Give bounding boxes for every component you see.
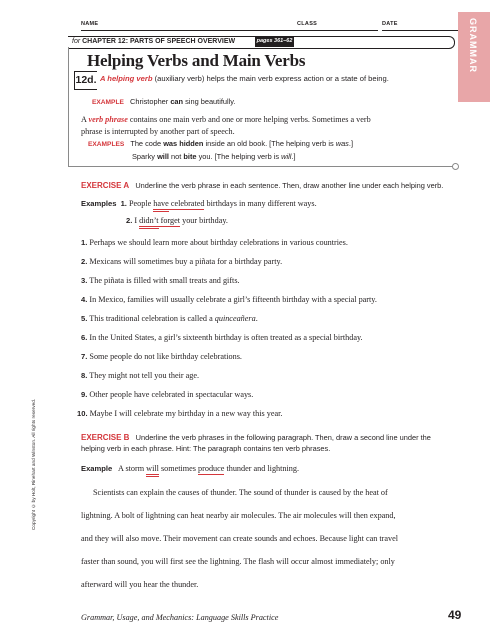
- lesson-box-left-border: [68, 47, 69, 167]
- class-label: CLASS: [297, 21, 318, 27]
- date-line: [382, 30, 458, 31]
- exercise-a-example-1: Examples 1. People have celebrated birthdays in many different ways.: [81, 199, 317, 208]
- side-tab-label: GRAMMAR: [468, 18, 478, 73]
- verb-phrase-term: verb phrase: [88, 115, 128, 124]
- main-verb-underline: celebrated: [170, 199, 205, 208]
- exercise-a-item[interactable]: 4. In Mexico, families will usually celebrate a girl’s fifteenth birthday with a special party.: [81, 295, 377, 304]
- example-label-b: Example: [81, 464, 113, 473]
- rule-text: A helping verb (auxiliary verb) helps the main verb express action or a state of being.: [100, 74, 389, 83]
- date-label: DATE: [382, 21, 398, 27]
- exercise-b-heading: EXERCISE B Underline the verb phrases in the following paragraph. Then, draw a second line under the helping verb in each phrase. Hint: The paragraph contains ten verb phrases.: [81, 433, 431, 453]
- exercise-a-item[interactable]: 2. Mexicans will sometimes buy a piñata for a birthday party.: [81, 257, 283, 266]
- exercise-a-item[interactable]: 1. Perhaps we should learn more about birthday celebrations in various countries.: [81, 238, 348, 247]
- helping-verb-underline: will: [146, 464, 159, 473]
- examples-label-a: Examples: [81, 199, 117, 208]
- exercise-a-item[interactable]: 3. The piñata is filled with small treats and gifts.: [81, 276, 240, 285]
- exercise-a-heading: [81, 180, 443, 191]
- exercise-b-label: EXERCISE B: [81, 433, 130, 442]
- exercise-b-example: Example A storm will sometimes produce thunder and lightning.: [81, 464, 300, 473]
- rule-example: EXAMPLE Christopher can sing beautifully.: [92, 97, 236, 106]
- name-label: NAME: [81, 21, 99, 27]
- main-verb-underline: forget: [160, 216, 181, 225]
- lesson-box-ring: [452, 163, 459, 170]
- helping-verb-underline: didn’t: [139, 216, 159, 225]
- paragraph-line[interactable]: lightning. A bolt of lightning can heat nearby air molecules. The air molecules will then expand,: [81, 511, 396, 520]
- page-number: 49: [448, 608, 462, 622]
- chapter-heading: [72, 38, 235, 45]
- pages-badge: pages 361–62: [255, 36, 294, 47]
- exercise-a-item[interactable]: 6. In the United States, a girl’s sixteenth birthday is often treated as a special birthday.: [81, 333, 363, 342]
- main-verb-underline: produce: [198, 464, 225, 473]
- exercise-a-item[interactable]: 8. They might not tell you their age.: [81, 371, 200, 380]
- definition-examples: EXAMPLES The code was hidden inside an old book. [The helping verb is was.]: [88, 139, 353, 148]
- exercise-a-instructions: Underline the verb phrase in each sentence. Then, draw another line under each helping verb.: [135, 181, 444, 190]
- verb-phrase-definition: A verb phrase contains one main verb and one or more helping verbs. Sometimes a verb phrase is interrupted by another part of speech.: [81, 115, 371, 136]
- exercise-a-label: EXERCISE A: [81, 181, 130, 190]
- rule-term: A helping verb: [100, 74, 153, 83]
- paragraph-line[interactable]: faster than sound, you will first see the lightning. The flash will occur almost immediately; only: [81, 557, 395, 566]
- rule-number: 12d.: [74, 71, 97, 90]
- exercise-a-item[interactable]: 5. This traditional celebration is called a quinceañera.: [81, 314, 258, 323]
- footer-book-title: Grammar, Usage, and Mechanics: Language Skills Practice: [81, 613, 279, 622]
- lesson-box-bottom-border: [68, 166, 456, 167]
- copyright-notice: Copyright © by Holt, Rinehart and Winston. All rights reserved.: [31, 398, 36, 530]
- name-line: [81, 30, 378, 31]
- chapter-for-label: for: [72, 38, 81, 45]
- grammar-side-tab: [458, 12, 490, 102]
- paragraph-line[interactable]: Scientists can explain the causes of thunder. The sound of thunder is caused by the heat of: [93, 488, 388, 497]
- example-label: EXAMPLE: [92, 99, 124, 106]
- exercise-b-instructions: Underline the verb phrases in the following paragraph. Then, draw a second line under the: [135, 433, 431, 442]
- chapter-title: CHAPTER 12: PARTS OF SPEECH OVERVIEW: [82, 38, 236, 45]
- exercise-a-item[interactable]: 9. Other people have celebrated in spectacular ways.: [81, 390, 254, 399]
- helping-verb-underline: have: [153, 199, 169, 208]
- exercise-a-example-2: 2. I didn’t forget your birthday.: [126, 216, 228, 225]
- paragraph-line[interactable]: and they will also move. Their movement can create sounds and echoes. Because light can travel: [81, 534, 399, 543]
- exercise-a-item[interactable]: 10. Maybe I will celebrate my birthday in a new way this year.: [77, 409, 283, 418]
- examples-label: EXAMPLES: [88, 141, 125, 148]
- definition-example-2: Sparky will not bite you. [The helping verb is will.]: [132, 152, 296, 161]
- exercise-a-item[interactable]: 7. Some people do not like birthday celebrations.: [81, 352, 242, 361]
- lesson-title: Helping Verbs and Main Verbs: [87, 51, 306, 70]
- paragraph-line[interactable]: afterward will you hear the thunder.: [81, 580, 199, 589]
